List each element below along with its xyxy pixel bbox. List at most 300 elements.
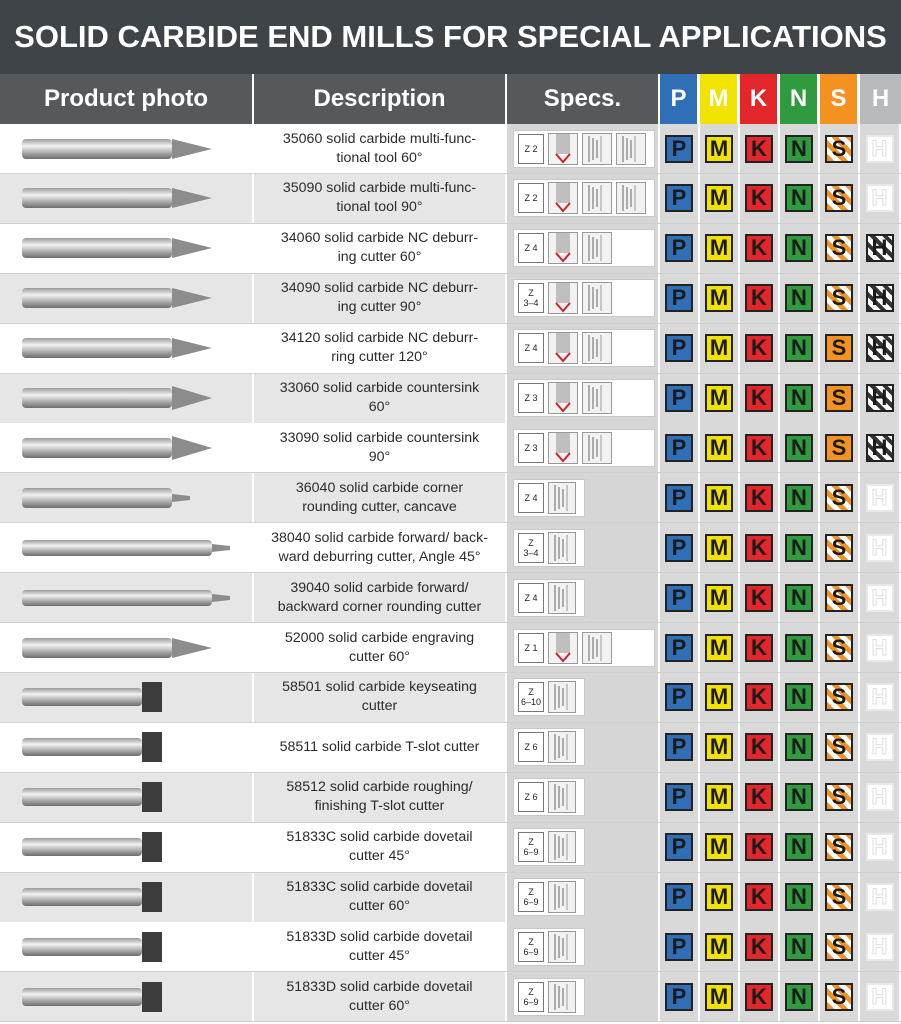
material-cell-n [780, 523, 820, 572]
product-description [254, 523, 507, 572]
product-photo [0, 274, 254, 323]
flute-count-badge [518, 982, 544, 1012]
end-mill-image [18, 980, 233, 1014]
material-m-badge: M [705, 534, 733, 562]
material-cell-n [780, 423, 820, 472]
material-h-badge: H [866, 484, 894, 512]
material-cell-p [660, 324, 700, 373]
table-row [0, 673, 901, 723]
material-cell-k [740, 773, 780, 822]
material-m-badge: M [705, 783, 733, 811]
material-h-badge: H [866, 534, 894, 562]
material-cell-m [700, 972, 740, 1021]
material-cell-s [820, 773, 860, 822]
description-line-1: 34060 solid carbide NC deburr- [280, 230, 479, 247]
product-photo [0, 573, 254, 622]
material-h-badge: H [866, 733, 894, 761]
flute-count-text: Z 3 [524, 393, 538, 403]
flute-count-text: Z 3 [524, 442, 538, 453]
material-n-badge: N [785, 334, 813, 362]
end-mill-image [18, 680, 233, 714]
material-k-badge: K [745, 384, 773, 412]
product-description [254, 324, 507, 373]
material-k-badge: K [745, 783, 773, 811]
cutter-profile-icon [548, 232, 578, 264]
material-cell-k [740, 623, 780, 672]
material-cell-n [780, 972, 820, 1021]
material-p-badge: P [665, 534, 693, 562]
flute-count-badge [518, 583, 544, 613]
product-photo [0, 374, 254, 423]
header-description: Description [254, 74, 507, 124]
specs-cell [507, 224, 660, 273]
header-material-n: N [780, 74, 820, 124]
description-line-2: 60° [368, 399, 391, 415]
material-cell-h [860, 972, 901, 1021]
material-h-badge: H [866, 883, 894, 911]
specs-panel [513, 828, 585, 866]
description-line-1: 34120 solid carbide NC deburr- [280, 330, 479, 347]
flute-count-text: Z 4 [524, 343, 538, 354]
material-cell-h [860, 523, 901, 572]
material-p-badge: P [665, 933, 693, 961]
header-product-photo: Product photo [0, 74, 254, 124]
material-cell-h [860, 673, 901, 722]
material-cell-h [860, 723, 901, 772]
material-m-badge: M [705, 733, 733, 761]
product-description [254, 823, 507, 872]
tolerance-diagram-icon [582, 332, 612, 364]
material-h-badge: H [866, 284, 894, 312]
tolerance-diagram-icon [549, 882, 575, 912]
description-line-1: 51833C solid carbide dovetail [286, 879, 473, 895]
description-line-2: cutter 45° [349, 947, 410, 964]
cutter-profile-icon [548, 632, 578, 664]
material-cell-n [780, 922, 820, 971]
material-n-badge: N [785, 634, 813, 662]
flute-count-badge [518, 533, 544, 563]
header-material-h: H [860, 74, 901, 124]
material-m-badge: M [705, 484, 733, 512]
material-s-badge: S [825, 634, 853, 662]
product-description [254, 124, 507, 173]
end-mill-image [18, 331, 233, 365]
material-cell-s [820, 274, 860, 323]
material-s-badge: S [825, 783, 853, 811]
material-cell-k [740, 473, 780, 522]
material-cell-s [820, 673, 860, 722]
table-row [0, 124, 901, 174]
material-k-badge: K [745, 484, 773, 512]
flute-count-badge [518, 134, 544, 164]
tolerance-diagram-icon [617, 183, 643, 213]
material-cell-p [660, 873, 700, 922]
specs-cell [507, 573, 660, 622]
material-n-badge: N [785, 983, 813, 1011]
tolerance-diagram-icon [549, 832, 575, 862]
specs-panel [513, 479, 585, 517]
material-n-badge: N [785, 384, 813, 412]
flute-count-badge [518, 183, 544, 213]
material-s-badge: S [825, 733, 853, 761]
cutter-profile-icon [549, 383, 577, 413]
material-n-badge: N [785, 683, 813, 711]
end-mill-image [18, 281, 233, 315]
material-cell-p [660, 224, 700, 273]
material-cell-p [660, 673, 700, 722]
end-mill-image [18, 132, 233, 166]
table-row [0, 523, 901, 573]
description-line-1: 51833C solid carbide dovetail [286, 829, 473, 846]
cutter-profile-icon [548, 432, 578, 464]
material-cell-m [700, 374, 740, 423]
table-row [0, 324, 901, 374]
tolerance-diagram-icon [616, 182, 646, 214]
material-cell-p [660, 274, 700, 323]
material-cell-k [740, 573, 780, 622]
material-cell-k [740, 174, 780, 223]
material-h-badge: H [866, 833, 894, 861]
material-n-badge: N [785, 484, 813, 512]
tolerance-diagram-icon [583, 283, 609, 313]
material-m-badge: M [705, 933, 733, 961]
material-cell-s [820, 922, 860, 971]
material-k-badge: K [745, 584, 773, 612]
description-line-2: ward deburring cutter, Angle 45° [278, 548, 481, 565]
flute-count-text: Z 6 [524, 742, 538, 753]
product-photo [0, 922, 254, 971]
description-line-2: backward corner rounding cutter [277, 598, 482, 615]
specs-cell [507, 773, 660, 822]
header-material-k: K [740, 74, 780, 124]
material-cell-p [660, 773, 700, 822]
tolerance-diagram-icon [616, 133, 646, 165]
material-cell-p [660, 374, 700, 423]
material-n-badge: N [785, 783, 813, 811]
end-mill-image [18, 231, 233, 265]
end-mill-image [18, 830, 233, 864]
end-mill-image [18, 481, 233, 515]
material-h-badge: H [866, 184, 894, 212]
material-p-badge: P [665, 833, 693, 861]
material-s-badge: S [825, 883, 853, 911]
flute-count-badge [518, 233, 544, 263]
material-cell-p [660, 972, 700, 1021]
flute-count-badge [518, 832, 544, 862]
flute-count-text: 6–9 [523, 996, 539, 1007]
material-p-badge: P [665, 733, 693, 761]
material-cell-p [660, 473, 700, 522]
material-m-badge: M [705, 184, 733, 212]
material-cell-s [820, 623, 860, 672]
material-p-badge: P [665, 384, 693, 412]
specs-panel [513, 629, 655, 667]
material-cell-k [740, 823, 780, 872]
material-cell-m [700, 224, 740, 273]
material-m-badge: M [705, 284, 733, 312]
product-photo [0, 324, 254, 373]
material-cell-n [780, 673, 820, 722]
material-p-badge: P [665, 284, 693, 312]
cutter-profile-icon [548, 332, 578, 364]
material-cell-h [860, 274, 901, 323]
flute-count-text: Z [528, 887, 534, 897]
flute-count-badge [518, 782, 544, 812]
tolerance-diagram-icon [549, 583, 575, 613]
material-cell-n [780, 224, 820, 273]
tolerance-diagram-icon [549, 782, 575, 812]
tolerance-diagram-icon [548, 881, 576, 913]
material-n-badge: N [785, 933, 813, 961]
product-table [0, 124, 901, 1024]
material-k-badge: K [745, 683, 773, 711]
specs-cell [507, 922, 660, 971]
material-cell-n [780, 723, 820, 772]
tolerance-diagram-icon [583, 183, 609, 213]
end-mill-image [18, 880, 233, 914]
specs-panel [513, 179, 655, 217]
material-k-badge: K [745, 733, 773, 761]
description-line-1: 36040 solid carbide corner [295, 479, 464, 496]
tolerance-diagram-icon [582, 282, 612, 314]
material-k-badge: K [745, 634, 773, 662]
cutter-profile-icon [549, 134, 577, 164]
material-cell-k [740, 124, 780, 173]
material-cell-m [700, 573, 740, 622]
material-s-badge: S [825, 833, 853, 861]
material-k-badge: K [745, 933, 773, 961]
material-n-badge: N [785, 184, 813, 212]
material-cell-n [780, 473, 820, 522]
flute-count-text: Z [528, 288, 534, 299]
material-cell-h [860, 823, 901, 872]
flute-count-badge [518, 633, 544, 663]
tolerance-diagram-icon [583, 333, 609, 363]
description-line-1: 35090 solid carbide multi-func- [282, 180, 477, 197]
description-line-2: cutter 60° [349, 997, 410, 1014]
table-row [0, 174, 901, 224]
specs-cell [507, 723, 660, 772]
material-cell-n [780, 823, 820, 872]
material-p-badge: P [665, 234, 693, 262]
material-cell-h [860, 573, 901, 622]
specs-panel [513, 778, 585, 816]
table-row [0, 224, 901, 274]
material-cell-p [660, 573, 700, 622]
material-cell-n [780, 623, 820, 672]
material-k-badge: K [745, 135, 773, 163]
flute-count-badge [518, 483, 544, 513]
description-line-1: 33090 solid carbide countersink [279, 429, 480, 446]
specs-cell [507, 823, 660, 872]
specs-panel [513, 579, 585, 617]
specs-panel [513, 678, 585, 716]
tolerance-diagram-icon [617, 134, 643, 164]
material-cell-n [780, 573, 820, 622]
flute-count-badge [518, 383, 544, 413]
material-n-badge: N [785, 534, 813, 562]
material-n-badge: N [785, 883, 813, 911]
table-row [0, 873, 901, 923]
material-m-badge: M [705, 584, 733, 612]
product-description [254, 423, 507, 472]
material-n-badge: N [785, 284, 813, 312]
product-photo [0, 773, 254, 822]
product-description [254, 374, 507, 423]
description-line-1: 35060 solid carbide multi-func- [282, 130, 477, 147]
product-photo [0, 523, 254, 572]
flute-count-text: Z [528, 936, 534, 947]
description-line-2: ing cutter 60° [337, 249, 422, 266]
tolerance-diagram-icon [548, 532, 576, 564]
material-h-badge: H [866, 135, 894, 163]
product-description [254, 972, 507, 1021]
tolerance-diagram-icon [582, 432, 612, 464]
product-description [254, 174, 507, 223]
material-s-badge: S [825, 284, 853, 312]
material-m-badge: M [705, 683, 733, 711]
material-cell-s [820, 324, 860, 373]
material-cell-m [700, 823, 740, 872]
specs-panel [513, 130, 655, 168]
material-h-badge: H [866, 983, 894, 1011]
table-row [0, 723, 901, 773]
table-row [0, 374, 901, 424]
product-description [254, 673, 507, 722]
material-n-badge: N [785, 434, 813, 462]
material-m-badge: M [705, 833, 733, 861]
product-description [254, 873, 507, 922]
material-k-badge: K [745, 234, 773, 262]
material-cell-h [860, 773, 901, 822]
material-m-badge: M [705, 135, 733, 163]
table-row [0, 922, 901, 972]
material-p-badge: P [665, 135, 693, 163]
tolerance-diagram-icon [549, 682, 575, 712]
description-line-2: rounding cutter, cancave [302, 498, 457, 515]
material-m-badge: M [705, 883, 733, 911]
cutter-profile-icon [549, 233, 577, 263]
material-p-badge: P [665, 634, 693, 662]
tolerance-diagram-icon [548, 482, 576, 514]
table-row [0, 623, 901, 673]
material-cell-n [780, 773, 820, 822]
material-cell-k [740, 423, 780, 472]
flute-count-text: Z 2 [524, 193, 538, 204]
specs-panel [513, 928, 585, 966]
table-row [0, 773, 901, 823]
product-photo [0, 423, 254, 472]
flute-count-badge [518, 882, 544, 912]
product-photo [0, 673, 254, 722]
material-cell-m [700, 324, 740, 373]
table-row [0, 972, 901, 1022]
material-n-badge: N [785, 733, 813, 761]
material-k-badge: K [745, 883, 773, 911]
description-line-1: 38040 solid carbide forward/ back- [271, 529, 488, 546]
material-cell-s [820, 972, 860, 1021]
end-mill-image [18, 930, 233, 964]
product-photo [0, 473, 254, 522]
material-p-badge: P [665, 584, 693, 612]
product-description [254, 723, 507, 772]
specs-panel [513, 379, 655, 417]
description-line-2: finishing T-slot cutter [314, 798, 445, 815]
material-s-badge: S [825, 683, 853, 711]
cutter-profile-icon [548, 282, 578, 314]
material-cell-k [740, 374, 780, 423]
cutter-profile-icon [549, 283, 577, 313]
description-line-2: tional tool 90° [336, 199, 423, 216]
material-cell-k [740, 523, 780, 572]
material-cell-s [820, 174, 860, 223]
flute-count-text: 6–10 [520, 697, 542, 708]
specs-panel [513, 279, 655, 317]
specs-cell [507, 873, 660, 922]
description-line-1: 58512 solid carbide roughing/ [286, 779, 473, 796]
material-s-badge: S [825, 983, 853, 1011]
material-cell-s [820, 723, 860, 772]
material-cell-k [740, 873, 780, 922]
cutter-profile-icon [548, 133, 578, 165]
table-row [0, 823, 901, 873]
tolerance-diagram-icon [582, 232, 612, 264]
material-m-badge: M [705, 234, 733, 262]
end-mill-image [18, 181, 233, 215]
specs-panel [513, 329, 655, 367]
material-cell-s [820, 374, 860, 423]
material-cell-n [780, 274, 820, 323]
material-k-badge: K [745, 983, 773, 1011]
tolerance-diagram-icon [583, 633, 609, 663]
material-cell-m [700, 473, 740, 522]
table-row [0, 473, 901, 523]
description-line-2: ing cutter 90° [337, 299, 422, 316]
tolerance-diagram-icon [583, 134, 609, 164]
description-line-1: 52000 solid carbide engraving [284, 629, 475, 646]
material-m-badge: M [705, 634, 733, 662]
header-material-m: M [700, 74, 740, 124]
material-k-badge: K [745, 184, 773, 212]
material-cell-p [660, 523, 700, 572]
material-h-badge: H [866, 634, 894, 662]
description-line-2: cutter [361, 698, 398, 715]
flute-count-text: Z 4 [524, 492, 538, 503]
flute-count-text: 3–4 [523, 547, 539, 558]
material-n-badge: N [785, 584, 813, 612]
product-description [254, 473, 507, 522]
material-h-badge: H [866, 434, 894, 462]
material-cell-k [740, 224, 780, 273]
flute-count-badge [518, 682, 544, 712]
tolerance-diagram-icon [549, 932, 575, 962]
material-h-badge: H [866, 584, 894, 612]
material-k-badge: K [745, 833, 773, 861]
material-cell-p [660, 723, 700, 772]
material-p-badge: P [665, 883, 693, 911]
specs-panel [513, 429, 655, 467]
material-p-badge: P [665, 434, 693, 462]
specs-cell [507, 374, 660, 423]
material-cell-s [820, 124, 860, 173]
material-m-badge: M [705, 983, 733, 1011]
material-p-badge: P [665, 334, 693, 362]
table-row [0, 573, 901, 623]
material-s-badge: S [825, 135, 853, 163]
end-mill-image [18, 581, 233, 615]
tolerance-diagram-icon [549, 732, 575, 762]
cutter-profile-icon [549, 333, 577, 363]
